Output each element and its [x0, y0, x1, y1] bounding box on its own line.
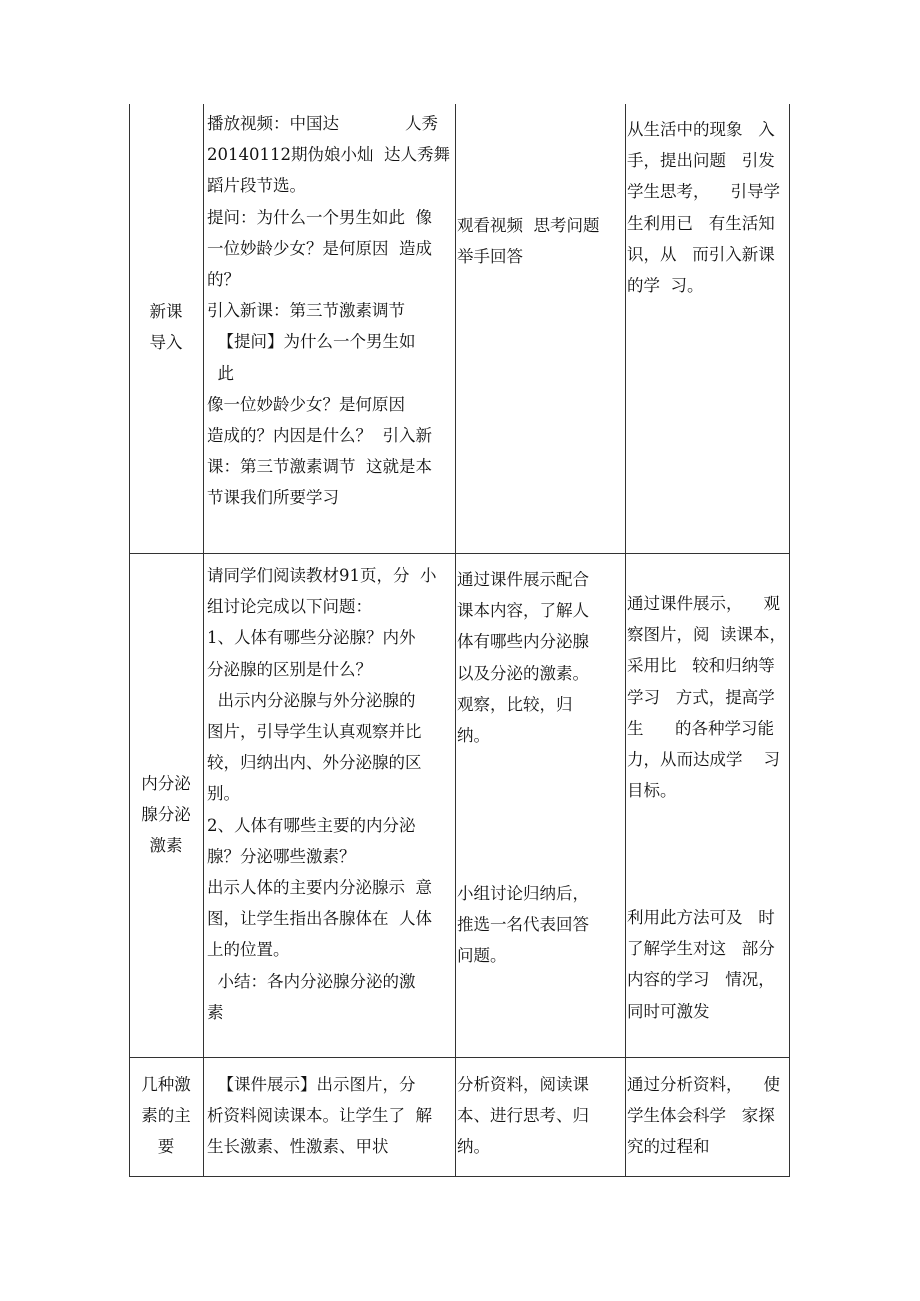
- column-divider-1: [203, 104, 204, 1177]
- table-border-left: [129, 104, 130, 1177]
- stage-label: 几种激 素的主 要: [141, 1075, 191, 1157]
- design-intent-cell: 从生活中的现象 入 手，提出问题 引发 学生思考， 引导学 生利用已 有生活知 识，从 而引入新课 的学 习。: [627, 120, 780, 296]
- row-divider-2: [129, 1057, 790, 1058]
- stage-label: 内分泌 腺分泌 激素: [141, 774, 191, 856]
- lesson-plan-table: [129, 104, 790, 1177]
- stage-label: 新课 导入: [149, 302, 183, 353]
- design-intent-cell: 利用此方法可及 时 了解学生对这 部分 内容的学习 情况， 同时可激发: [627, 908, 775, 1021]
- row-divider-1: [129, 553, 790, 554]
- column-divider-2: [455, 104, 456, 1177]
- student-activity-cell: 分析资料，阅读课 本、进行思考、归 纳。: [457, 1075, 589, 1157]
- teacher-activity-cell: 播放视频：中国达 人秀 20140112期伪娘小灿 达人秀舞 蹈片段节选。 提问：为什么一个男生如此 像 一位妙龄少女？是何原因 造成 的？ 引入新课：第三节激素调节 【提问】为什么一个男生如 此 像一位妙龄少女？是何原因 造成的？内因是什么？ 引入新 课：第三节激素调节 这就是本 节课我们所要学习: [207, 114, 450, 508]
- student-activity-cell: 观看视频 思考问题 举手回答: [457, 216, 600, 267]
- table-border-right: [789, 104, 790, 1177]
- student-activity-cell: 小组讨论归纳后， 推选一名代表回答 问题。: [457, 884, 589, 966]
- teacher-activity-cell: 请同学们阅读教材91页，分 小 组讨论完成以下问题： 1、人体有哪些分泌腺？内外 分泌腺的区别是什么？ 出示内分泌腺与外分泌腺的 图片，引导学生认真观察并比 较，归纳出内、外分泌腺的区 别。 2、人体有哪些主要的内分泌 腺？分泌哪些激素？ 出示人体的主要内分泌腺示 意 图，让学生指出各腺体在 人体 上的位置。 小结：各内分泌腺分泌的激 素: [207, 566, 437, 1022]
- student-activity-cell: 通过课件展示配合 课本内容，了解人 体有哪些内分泌腺 以及分泌的激素。 观察，比较，归 纳。: [457, 570, 589, 746]
- design-intent-cell: 通过课件展示， 观 察图片，阅 读课本， 采用比 较和归纳等 学习 方式，提高学 生 的各种学习能 力，从而达成学 习 目标。: [627, 594, 786, 801]
- column-divider-3: [625, 104, 626, 1177]
- design-intent-cell: 通过分析资料， 使 学生体会科学 家探 究的过程和: [627, 1075, 780, 1157]
- table-border-bottom: [129, 1176, 790, 1177]
- teacher-activity-cell: 【课件展示】出示图片，分 析资料阅读课本。让学生了 解 生长激素、性激素、甲状: [207, 1075, 432, 1157]
